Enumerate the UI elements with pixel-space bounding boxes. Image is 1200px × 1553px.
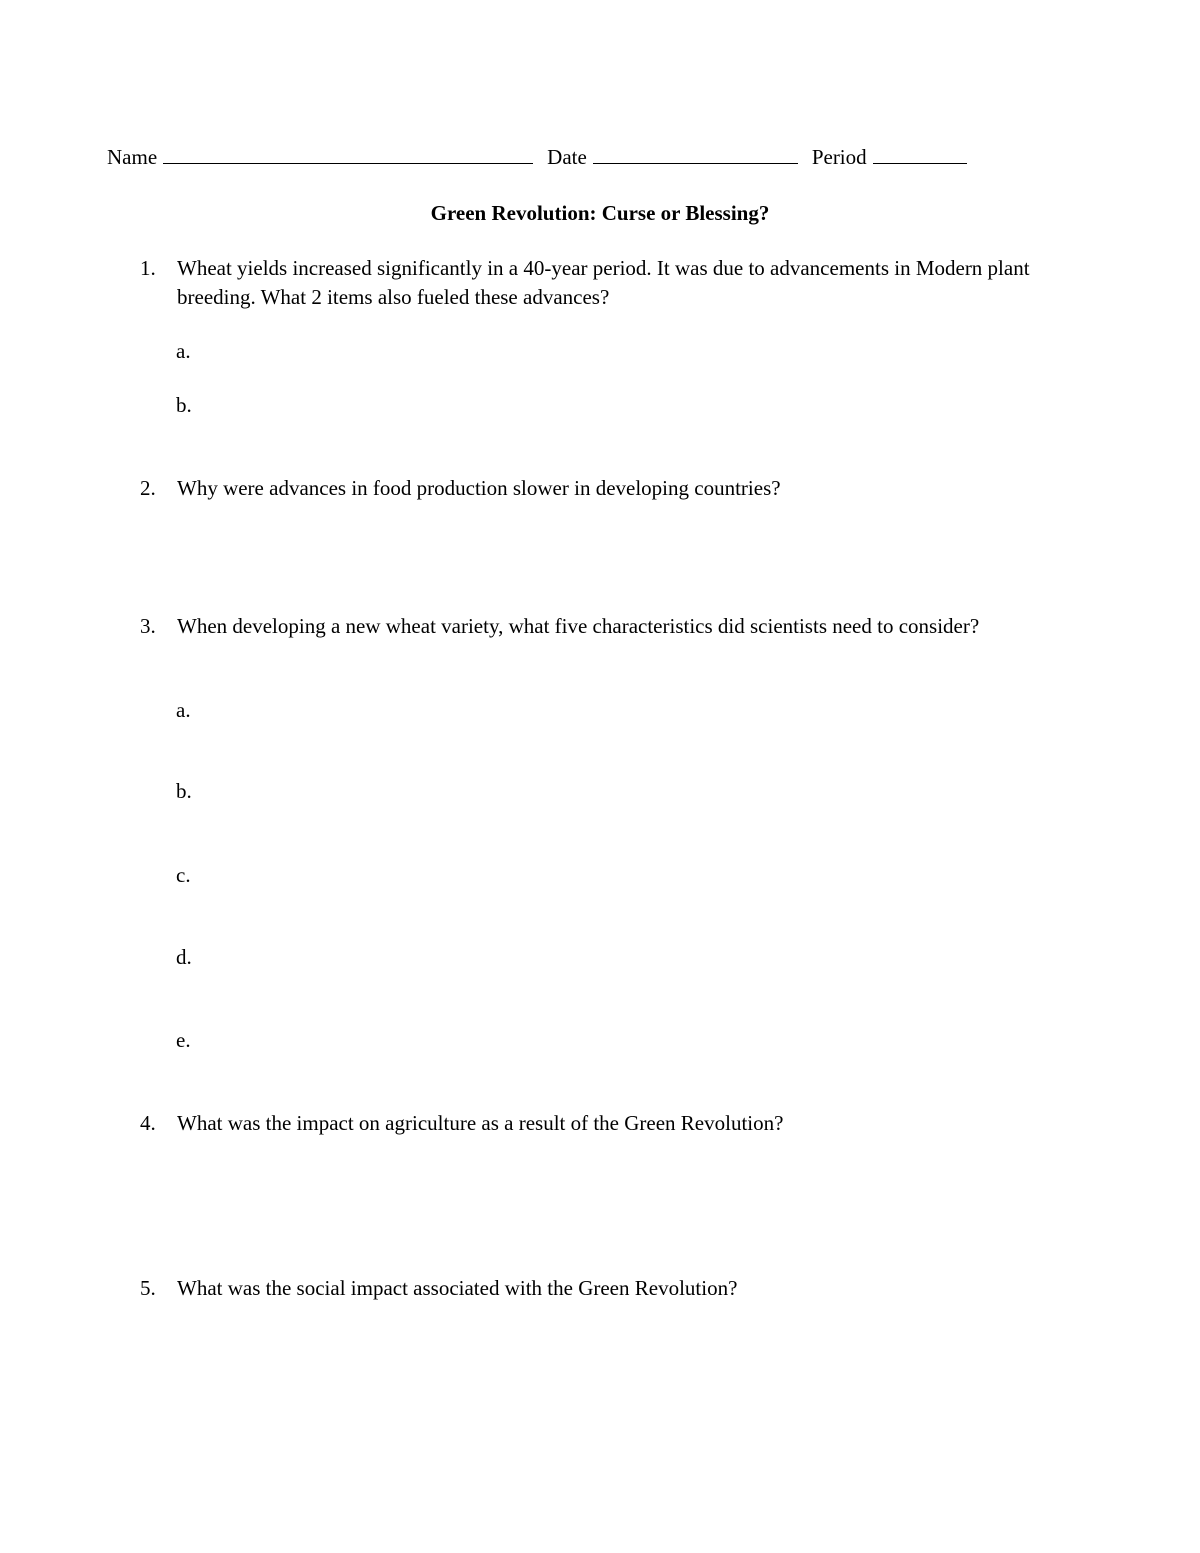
question-2 — [140, 474, 1070, 503]
date-blank[interactable] — [593, 145, 798, 164]
question-text: Why were advances in food production slower in developing countries? — [177, 476, 781, 500]
student-info-line — [107, 143, 967, 171]
question-number: 4. — [140, 1111, 156, 1135]
question-text: What was the social impact associated with the Green Revolution? — [177, 1276, 738, 1300]
period-label: Period — [811, 145, 867, 169]
question-number: 3. — [140, 614, 156, 638]
worksheet-title: Green Revolution: Curse or Blessing? — [430, 201, 770, 225]
answer-label-3a: a. — [176, 698, 191, 722]
question-number: 5. — [140, 1276, 156, 1300]
answer-label-3e: e. — [176, 1028, 191, 1052]
question-4 — [140, 1109, 1070, 1138]
question-text: What was the impact on agriculture as a result of the Green Revolution? — [177, 1111, 784, 1135]
question-text: When developing a new wheat variety, what five characteristics did scientists need to consider? — [177, 614, 980, 638]
answer-label-3c: c. — [176, 863, 191, 887]
question-number: 1. — [140, 256, 156, 280]
question-text: Wheat yields increased significantly in a 40-year period. It was due to advancements in Modern plant breeding. What 2 items also fueled these advances? — [177, 256, 1030, 309]
date-label: Date — [547, 145, 587, 169]
answer-label-1b: b. — [176, 393, 192, 417]
question-5 — [140, 1274, 1070, 1303]
question-number: 2. — [140, 476, 156, 500]
answer-label-3d: d. — [176, 945, 192, 969]
answer-label-1a: a. — [176, 339, 191, 363]
answer-label-3b: b. — [176, 779, 192, 803]
question-1 — [140, 254, 1070, 312]
name-blank[interactable] — [163, 145, 533, 164]
question-3 — [140, 612, 1070, 641]
period-blank[interactable] — [873, 145, 967, 164]
name-label: Name — [107, 145, 158, 169]
